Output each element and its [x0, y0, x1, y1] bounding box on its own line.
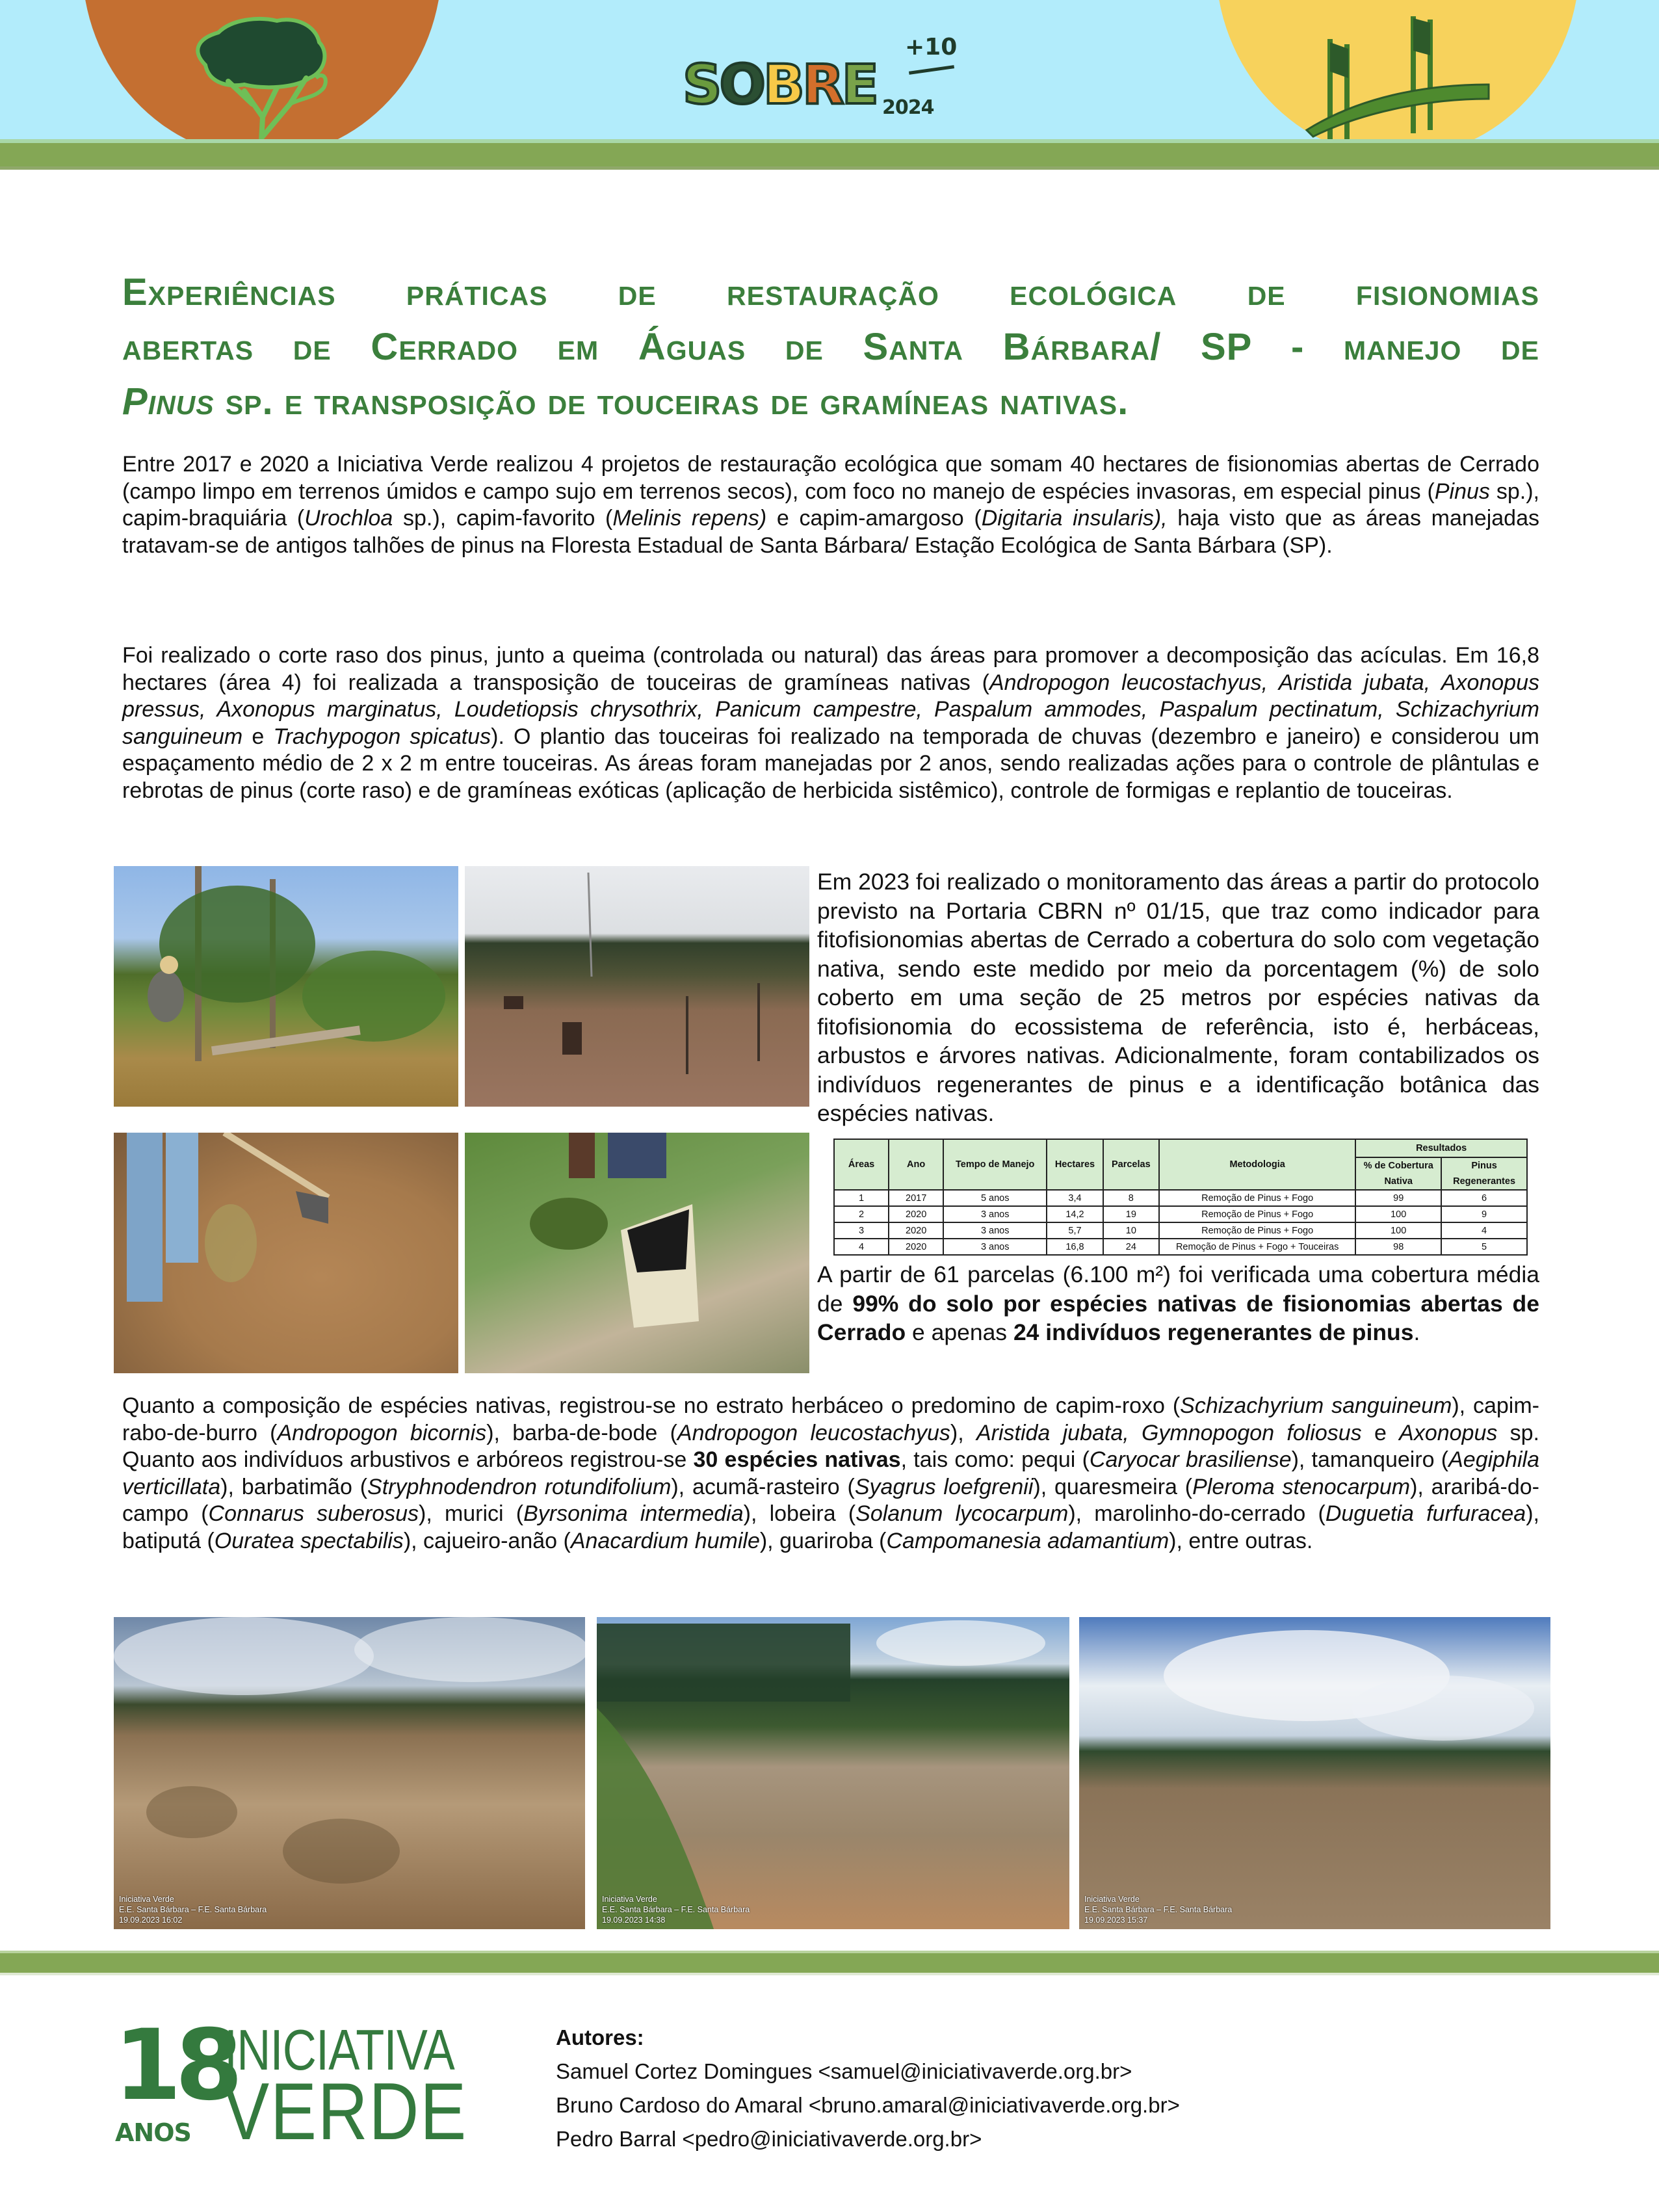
text-run: ). O plantio das touceiras foi realizado na temporada de chuvas (dezembro e janeiro) e considerou um espaçamento médio de 2 x 2 m entre touceiras. As áreas foram manejadas por 2 anos, sendo realizadas ações para o controle de plântulas e rebrotas de pinus (corte raso) e de gramíneas exóticas (aplicação de herbicida sistêmico), controle de formigas e replantio de touceiras. [122, 724, 1539, 803]
table-row [834, 1239, 1527, 1255]
authors-block [556, 2021, 1180, 2156]
caption-line: E.E. Santa Bárbara – F.E. Santa Bárbara [1084, 1905, 1233, 1914]
italic-text: Anacardium humile [570, 1528, 760, 1553]
logo-letter: O [719, 53, 763, 116]
col-parcelas: Parcelas [1103, 1139, 1159, 1190]
table-cell: 8 [1103, 1190, 1159, 1206]
text-run: ), guariroba ( [759, 1528, 887, 1553]
col-areas: Áreas [834, 1139, 889, 1190]
caption-line: 19.09.2023 14:38 [602, 1916, 666, 1925]
text-run: ), quaresmeira ( [1033, 1474, 1193, 1499]
italic-text: Campomanesia adamantium [886, 1528, 1169, 1553]
author-entry: Pedro Barral <pedro@iniciativaverde.org.br> [556, 2127, 982, 2151]
italic-text: Byrsonima intermedia [523, 1501, 744, 1526]
text-run: e [1361, 1420, 1400, 1445]
col-pinus: Pinus Regenerantes [1441, 1157, 1527, 1190]
left-emblem [82, 0, 442, 157]
table-cell: 5 anos [943, 1190, 1047, 1206]
sobre-event-logo [670, 7, 958, 130]
italic-text: Stryphnodendron rotundifolium [367, 1474, 672, 1499]
table-cell: 3 [834, 1222, 889, 1239]
caption-line: 19.09.2023 15:37 [1084, 1916, 1148, 1925]
text-run: Quanto a composição de espécies nativas, registrou-se no estrato herbáceo o predomino de capim-roxo ( [122, 1393, 1181, 1418]
italic-text: Axonopus [1399, 1420, 1498, 1445]
logo-letter: E [841, 53, 877, 116]
italic-text: Solanum lycocarpum [856, 1501, 1069, 1526]
text-run: , tais como: pequi ( [900, 1447, 1090, 1472]
table-row [834, 1190, 1527, 1206]
bold-text: 24 indivíduos regenerantes de pinus [1013, 1319, 1414, 1345]
italic-text: Connarus suberosus [208, 1501, 419, 1526]
table-cell: 2017 [889, 1190, 943, 1206]
table-cell: 9 [1441, 1206, 1527, 1222]
text-run: e apenas [906, 1319, 1013, 1345]
text-run: Foi realizado o corte raso dos pinus, junto a queima (controlada ou natural) das áreas para promover a decomposição das acículas. Em 16,8 hectares (área 4) foi realizada a transposição de touceiras de gramíneas nativas ( [122, 643, 1539, 695]
text-run: haja visto que as áreas manejadas tratavam-se de antigos talhões de pinus na Floresta Estadual de Santa Bárbara/ Estação Ecológica de Santa Bárbara (SP). [122, 506, 1539, 558]
italic-text: Andropogon bicornis [277, 1420, 487, 1445]
author-entry: Samuel Cortez Domingues <samuel@iniciativaverde.org.br> [556, 2059, 1132, 2083]
table-cell: 99 [1355, 1190, 1441, 1206]
italic-text: Digitaria insularis), [981, 506, 1168, 531]
methods-paragraph [122, 642, 1539, 804]
italic-text: Melinis repens) [612, 506, 767, 531]
iniciativa-verde-logo [114, 2009, 504, 2157]
bold-text: 30 espécies nativas [693, 1447, 901, 1472]
photo-pinus-cutting-scene [114, 866, 458, 1107]
text-run: . [1413, 1319, 1420, 1345]
text-run: e capim-amargoso ( [766, 506, 982, 531]
title-line: Experiências práticas de restauração ecológica de fisionomias [122, 271, 1539, 313]
header-band [0, 143, 1659, 169]
sobre-wordmark [683, 53, 877, 116]
caption-line: Iniciativa Verde [119, 1895, 174, 1904]
table-cell: Remoção de Pinus + Fogo [1159, 1206, 1355, 1222]
col-tempo: Tempo de Manejo [943, 1139, 1047, 1190]
title-line-rest: sp. e transposição de touceiras de gramíneas nativas. [214, 380, 1129, 423]
photo-field-2-scene [597, 1617, 1069, 1929]
table-cell: 16,8 [1047, 1239, 1103, 1255]
table-cell: 10 [1103, 1222, 1159, 1239]
text-run: ), marolinho-do-cerrado ( [1068, 1501, 1326, 1526]
italic-text: Urochloa [304, 506, 393, 531]
table-cell: 3,4 [1047, 1190, 1103, 1206]
results-paragraph [817, 1260, 1539, 1347]
footer-band-edge [0, 1973, 1659, 1975]
text-run: ), [950, 1420, 976, 1445]
logo-verde: VERDE [223, 2067, 468, 2157]
photo-caption [602, 1894, 750, 1925]
photo-field-3 [1079, 1617, 1550, 1929]
table-cell: Remoção de Pinus + Fogo [1159, 1190, 1355, 1206]
table-cell: 3 anos [943, 1239, 1047, 1255]
footer-band [0, 1953, 1659, 1973]
logo-18-years: 18 [114, 2009, 237, 2122]
italic-text: Aegiphila verticillata [122, 1447, 1539, 1499]
text-run: ), entre outras. [1169, 1528, 1313, 1553]
text-run: A partir de 61 parcelas (6.100 m²) foi verificada uma cobertura média de [817, 1261, 1539, 1317]
table-cell: 3 anos [943, 1222, 1047, 1239]
text-run: ), barba-de-bode ( [486, 1420, 677, 1445]
table-cell: 6 [1441, 1190, 1527, 1206]
table-row [834, 1206, 1527, 1222]
caption-line: E.E. Santa Bárbara – F.E. Santa Bárbara [602, 1905, 750, 1914]
text-run: ), araribá-do-campo ( [122, 1474, 1539, 1526]
table-cell: 100 [1355, 1206, 1441, 1222]
table-cell: 2020 [889, 1206, 943, 1222]
caption-line: Iniciativa Verde [602, 1895, 657, 1904]
table-cell: 4 [1441, 1222, 1527, 1239]
header-band-edge [0, 166, 1659, 170]
italic-text: Pleroma stenocarpum [1192, 1474, 1411, 1499]
caption-line: E.E. Santa Bárbara – F.E. Santa Bárbara [119, 1905, 267, 1914]
italic-text: Pinus [1434, 479, 1490, 504]
photo-field-2 [597, 1617, 1069, 1929]
intro-paragraph [122, 451, 1539, 559]
table-cell: 5 [1441, 1239, 1527, 1255]
authors-label: Autores: [556, 2025, 644, 2049]
text-run: ), acumã-rasteiro ( [671, 1474, 855, 1499]
text-run: ), barbatimão ( [220, 1474, 368, 1499]
table-cell: 2 [834, 1206, 889, 1222]
table-cell: 100 [1355, 1222, 1441, 1239]
logo-iniciativa: INICIATIVA [224, 2018, 454, 2082]
cerrado-tree-icon [82, 0, 442, 157]
table-cell: Remoção de Pinus + Fogo + Touceiras [1159, 1239, 1355, 1255]
photo-field-1 [114, 1617, 585, 1929]
photo-pinus-cutting [114, 866, 458, 1107]
photo-digging-tussock-scene [114, 1133, 458, 1373]
right-emblem [1216, 0, 1580, 157]
text-run: ), capim-rabo-de-burro ( [122, 1393, 1539, 1445]
text-run: ), lobeira ( [743, 1501, 856, 1526]
caption-line: 19.09.2023 16:02 [119, 1916, 183, 1925]
logo-letter: S [683, 53, 720, 116]
italic-text: Andropogon leucostachyus [677, 1420, 950, 1445]
italic-text: Ouratea spectabilis [214, 1528, 404, 1553]
photo-field-1-scene [114, 1617, 585, 1929]
title-italic-pinus: Pinus [122, 380, 215, 423]
bridge-icon [1216, 0, 1580, 157]
logo-plus-ten: +10 [905, 34, 958, 60]
table-row [834, 1222, 1527, 1239]
photo-burned-area-scene [465, 866, 809, 1107]
italic-text: Syagrus loefgrenii [854, 1474, 1034, 1499]
title-line [122, 375, 1539, 429]
table-cell: 14,2 [1047, 1206, 1103, 1222]
text-run: ), tamanqueiro ( [1291, 1447, 1449, 1472]
logo-anos: ANOS [115, 2118, 191, 2147]
col-resultados: Resultados [1355, 1139, 1527, 1157]
italic-text: Caryocar brasiliense [1089, 1447, 1292, 1472]
table-cell: 1 [834, 1190, 889, 1206]
italic-text: Trachypogon spicatus [273, 724, 491, 749]
photo-bagging-tussocks [465, 1133, 809, 1373]
page-title [122, 265, 1539, 429]
text-run: sp.), capim-favorito ( [393, 506, 613, 531]
title-line: abertas de Cerrado em Águas de Santa Bárbara/ SP - manejo de [122, 326, 1539, 368]
table-cell: Remoção de Pinus + Fogo [1159, 1222, 1355, 1239]
col-metodologia: Metodologia [1159, 1139, 1355, 1190]
logo-year: 2024 [882, 96, 934, 119]
text-run: ), murici ( [419, 1501, 524, 1526]
text-run: ), cajueiro-anão ( [403, 1528, 571, 1553]
species-paragraph [122, 1393, 1539, 1555]
photo-field-3-scene [1079, 1617, 1550, 1929]
results-table [833, 1139, 1528, 1256]
col-cobertura: % de Cobertura Nativa [1355, 1157, 1441, 1190]
table-cell: 2020 [889, 1222, 943, 1239]
photo-digging-tussock [114, 1133, 458, 1373]
photo-caption [119, 1894, 267, 1925]
text-run: sp.), capim-braquiária ( [122, 479, 1539, 531]
table-cell: 19 [1103, 1206, 1159, 1222]
table-body [834, 1190, 1527, 1255]
photo-bagging-tussocks-scene [465, 1133, 809, 1373]
author-entry: Bruno Cardoso do Amaral <bruno.amaral@iniciativaverde.org.br> [556, 2093, 1180, 2117]
logo-letter: B [763, 53, 802, 116]
table-cell: 24 [1103, 1239, 1159, 1255]
italic-text: Aristida jubata, Gymnopogon foliosus [976, 1420, 1362, 1445]
monitoring-paragraph [817, 867, 1539, 1128]
table-header-row [834, 1139, 1527, 1157]
text-run: sp. Quanto aos indivíduos arbustivos e arbóreos registrou-se [122, 1420, 1540, 1472]
photo-burned-area [465, 866, 809, 1107]
italic-text: Schizachyrium sanguineum [1180, 1393, 1452, 1418]
text-run: ), batiputá ( [122, 1501, 1539, 1553]
col-ano: Ano [889, 1139, 943, 1190]
italic-text: Andropogon leucostachyus, Aristida jubata, Axonopus pressus, Axonopus marginatus, Loudetiopsis chrysothrix, Panicum campestre, Paspalum ammodes, Paspalum pectinatum, Schizachyrium sanguineum [122, 670, 1539, 749]
text-run: e [242, 724, 274, 749]
table-cell: 98 [1355, 1239, 1441, 1255]
text-run: Entre 2017 e 2020 a Iniciativa Verde realizou 4 projetos de restauração ecológica que somam 40 hectares de fisionomias abertas de Cerrado (campo limpo em terrenos úmidos e campo sujo em terrenos secos), com foco no manejo de espécies invasoras, em especial pinus ( [122, 452, 1539, 504]
caption-line: Iniciativa Verde [1084, 1895, 1140, 1904]
logo-letter: R [802, 53, 842, 116]
table-cell: 4 [834, 1239, 889, 1255]
table-cell: 5,7 [1047, 1222, 1103, 1239]
table-cell: 3 anos [943, 1206, 1047, 1222]
table-cell: 2020 [889, 1239, 943, 1255]
text-run: Em 2023 foi realizado o monitoramento das áreas a partir do protocolo previsto na Portaria CBRN nº 01/15, que traz como indicador para fitofisionomias abertas de Cerrado a cobertura do solo com vegetação nativa, sendo este medido por meio da porcentagem (%) de solo coberto em uma seção de 25 metros por espécies nativas da fitofisionomia do ecossistema de referência, isto é, herbáceas, arbustos e árvores nativas. Adicionalmente, foram contabilizados os indivíduos regenerantes de pinus e a identificação botânica das espécies nativas. [817, 869, 1539, 1126]
italic-text: Duguetia furfuracea [1325, 1501, 1526, 1526]
photo-caption [1084, 1894, 1232, 1925]
col-hectares: Hectares [1047, 1139, 1103, 1190]
bold-text: 99% do solo por espécies nativas de fisionomias abertas de Cerrado [817, 1290, 1539, 1345]
